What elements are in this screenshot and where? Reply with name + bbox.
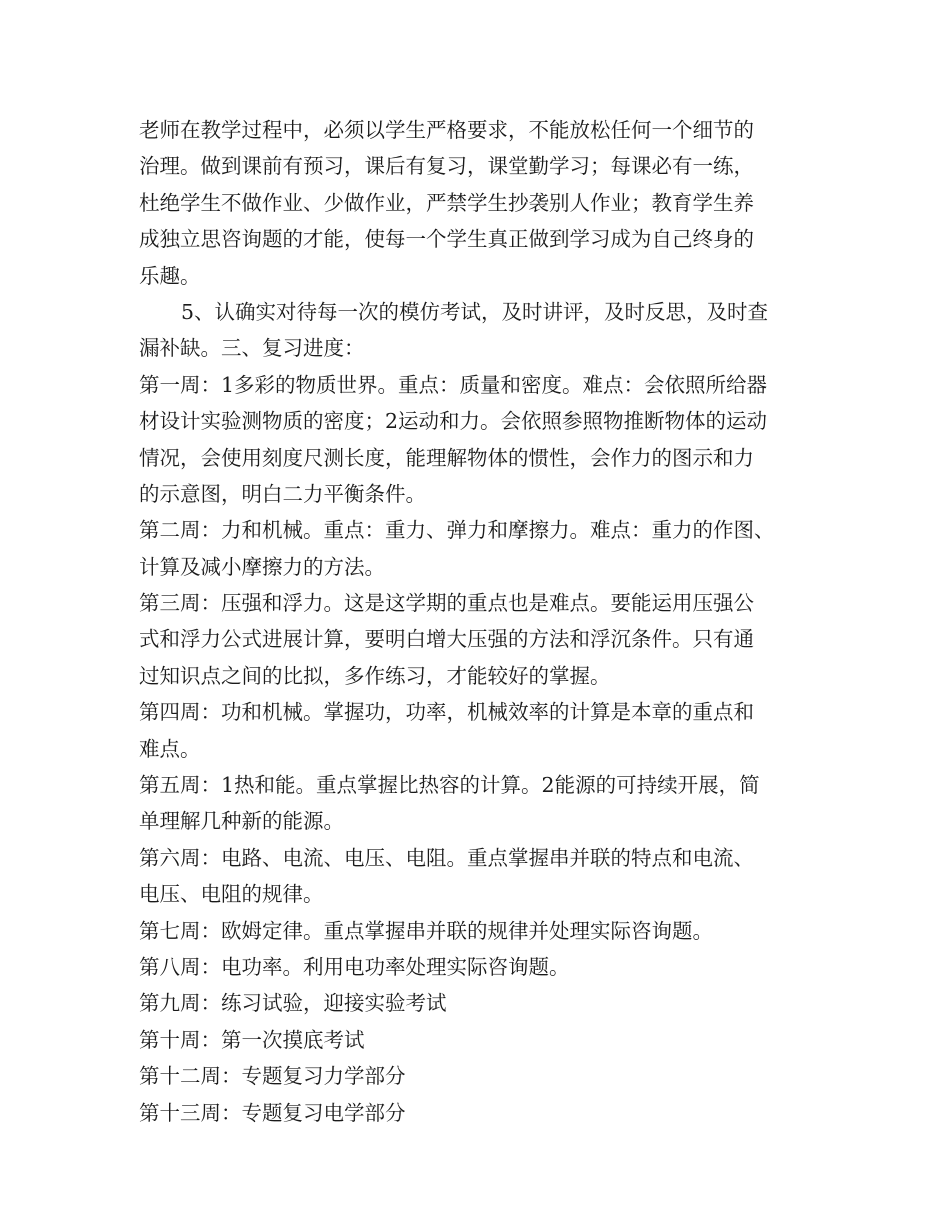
text-line: 过知识点之间的比拟，多作练习，才能较好的掌握。 <box>139 663 611 688</box>
text-line: 的示意图，明白二力平衡条件。 <box>139 481 426 506</box>
text-line: 第十周：第一次摸底考试 <box>139 1027 365 1052</box>
text-line: 治理。做到课前有预习，课后有复习，课堂勤学习；每课必有一练， <box>139 154 754 179</box>
text-line: 计算及减小摩擦力的方法。 <box>139 554 385 579</box>
text-line: 单理解几种新的能源。 <box>139 809 344 834</box>
text-line: 第二周：力和机械。重点：重力、弹力和摩擦力。难点：重力的作图、 <box>139 518 775 543</box>
text-line: 第十二周：专题复习力学部分 <box>139 1064 406 1089</box>
text-line: 情况，会使用刻度尺测长度，能理解物体的惯性，会作力的图示和力 <box>139 445 754 470</box>
text-line: 漏补缺。三、复习进度： <box>139 336 365 361</box>
text-line: 老师在教学过程中，必须以学生严格要求，不能放松任何一个细节的 <box>139 118 754 142</box>
text-line: 第七周：欧姆定律。重点掌握串并联的规律并处理实际咨询题。 <box>139 918 713 943</box>
text-line: 第四周：功和机械。掌握功，功率，机械效率的计算是本章的重点和 <box>139 700 754 725</box>
text-line: 第九周：练习试验，迎接实验考试 <box>139 991 447 1016</box>
text-line: 第八周：电功率。利用电功率处理实际咨询题。 <box>139 954 570 979</box>
text-line: 第十三周：专题复习电学部分 <box>139 1100 406 1125</box>
text-line: 第六周：电路、电流、电压、电阻。重点掌握串并联的特点和电流、 <box>139 845 754 870</box>
text-line: 成独立思咨询题的才能，使每一个学生真正做到学习成为自己终身的 <box>139 227 754 252</box>
text-line: 第三周：压强和浮力。这是这学期的重点也是难点。要能运用压强公 <box>139 591 754 616</box>
text-line: 5、认确实对待每一次的模仿考试，及时讲评，及时反思，及时查 <box>181 299 769 324</box>
text-line: 乐趣。 <box>139 263 201 288</box>
text-line: 式和浮力公式进展计算，要明白增大压强的方法和浮沉条件。只有通 <box>139 627 754 652</box>
text-line: 第五周：1热和能。重点掌握比热容的计算。2能源的可持续开展，简 <box>139 773 760 798</box>
text-line: 材设计实验测物质的密度；2运动和力。会依照参照物推断物体的运动 <box>139 409 768 434</box>
text-line: 杜绝学生不做作业、少做作业，严禁学生抄袭别人作业；教育学生养 <box>139 190 754 215</box>
text-line: 第一周：1多彩的物质世界。重点：质量和密度。难点：会依照所给器 <box>139 372 768 397</box>
text-line: 难点。 <box>139 736 201 761</box>
text-line: 电压、电阻的规律。 <box>139 882 324 907</box>
